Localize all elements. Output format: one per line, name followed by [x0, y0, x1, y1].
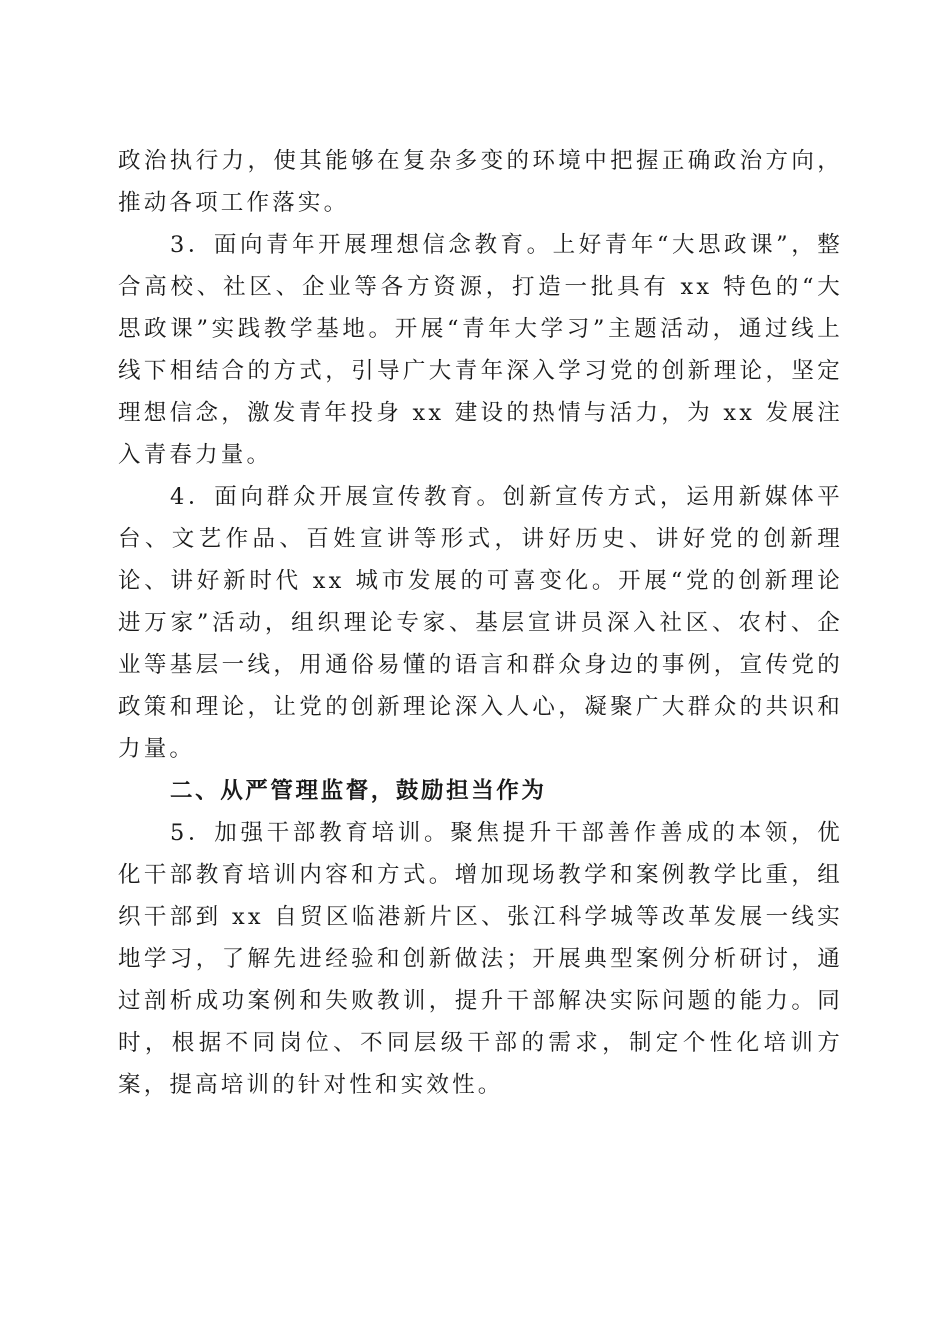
document-body	[118, 140, 843, 1106]
paragraph-item-5: 5．加强干部教育培训。聚焦提升干部善作善成的本领，优化干部教育培训内容和方式。增加现场教学和案例教学比重，组织干部到 xx 自贸区临港新片区、张江科学城等改革发展一线实地学习，了解先进经验和创新做法；开展典型案例分析研讨，通过剖析成功案例和失败教训，提升干部解决实际问题的能力。同时，根据不同岗位、不同层级干部的需求，制定个性化培训方案，提高培训的针对性和实效性。	[118, 820, 843, 1098]
paragraph-continuation: 政治执行力，使其能够在复杂多变的环境中把握正确政治方向，推动各项工作落实。	[118, 148, 843, 216]
section-heading: 二、从严管理监督，鼓励担当作为	[170, 778, 547, 804]
paragraph-item-3: 3．面向青年开展理想信念教育。上好青年“大思政课”，整合高校、社区、企业等各方资源，打造一批具有 xx 特色的“大思政课”实践教学基地。开展“青年大学习”主题活动，通过线上线下相结合的方式，引导广大青年深入学习党的创新理论，坚定理想信念，激发青年投身 xx 建设的热情与活力，为 xx 发展注入青春力量。	[118, 232, 843, 468]
paragraph-item-4: 4．面向群众开展宣传教育。创新宣传方式，运用新媒体平台、文艺作品、百姓宣讲等形式，讲好历史、讲好党的创新理论、讲好新时代 xx 城市发展的可喜变化。开展“党的创新理论进万家”活动，组织理论专家、基层宣讲员深入社区、农村、企业等基层一线，用通俗易懂的语言和群众身边的事例，宣传党的政策和理论，让党的创新理论深入人心，凝聚广大群众的共识和力量。	[118, 484, 843, 762]
